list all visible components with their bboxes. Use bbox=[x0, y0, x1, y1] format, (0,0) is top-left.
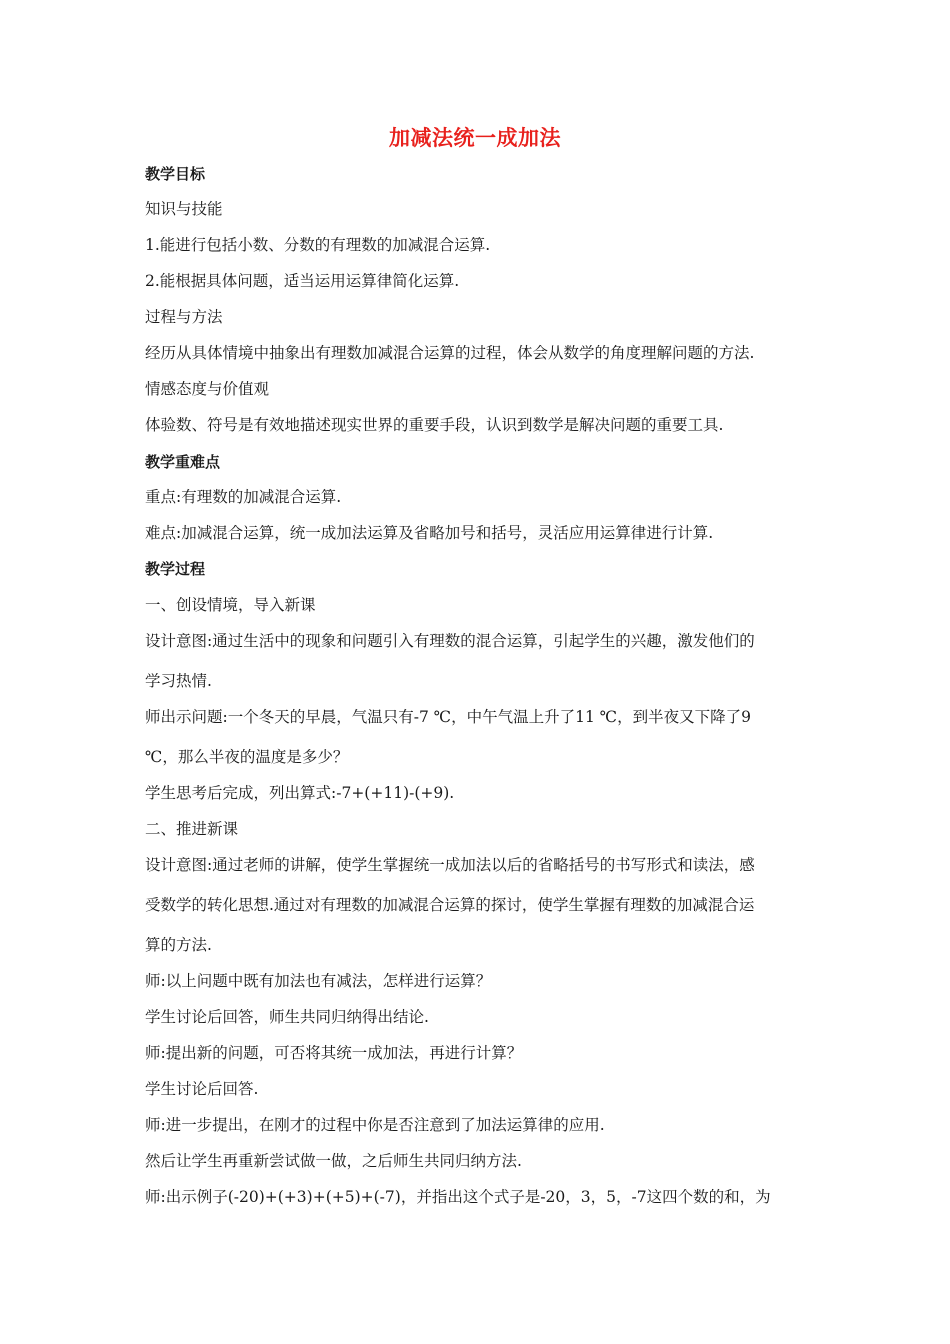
step1-student: 学生思考后完成，列出算式:-7+(+11)-(+9). bbox=[145, 784, 455, 802]
knowledge-item-2: 2.能根据具体问题，适当运用运算律简化运算. bbox=[145, 272, 460, 290]
knowledge-item-1: 1.能进行包括小数、分数的有理数的加减混合运算. bbox=[145, 236, 491, 254]
teacher-line-2: 师:提出新的问题，可否将其统一成加法，再进行计算？ bbox=[145, 1044, 523, 1062]
teacher-line-3: 师:进一步提出，在刚才的过程中你是否注意到了加法运算律的应用. bbox=[145, 1116, 605, 1134]
process-text: 经历从具体情境中抽象出有理数加减混合运算的过程，体会从数学的角度理解问题的方法. bbox=[145, 344, 755, 362]
step2-intent-line-3: 算的方法. bbox=[145, 936, 212, 954]
teaching-process-heading: 教学过程 bbox=[145, 560, 206, 578]
step1-question-line-2: ℃，那么半夜的温度是多少？ bbox=[145, 748, 349, 766]
student-line-1: 学生讨论后回答，师生共同归纳得出结论. bbox=[145, 1008, 429, 1026]
student-line-2: 学生讨论后回答. bbox=[145, 1080, 259, 1098]
step2-intent-line-1: 设计意图:通过老师的讲解，使学生掌握统一成加法以后的省略括号的书写形式和读法，感 bbox=[145, 856, 755, 874]
teacher-line-1: 师:以上问题中既有加法也有减法，怎样进行运算？ bbox=[145, 972, 492, 990]
goals-heading: 教学目标 bbox=[145, 165, 206, 183]
keypoints-heading: 教学重难点 bbox=[145, 453, 221, 471]
emotion-heading: 情感态度与价值观 bbox=[145, 380, 270, 398]
step2-heading: 二、推进新课 bbox=[145, 820, 239, 838]
step1-heading: 一、创设情境，导入新课 bbox=[145, 596, 316, 614]
step1-intent-line-1: 设计意图:通过生活中的现象和问题引入有理数的混合运算，引起学生的兴趣，激发他们的 bbox=[145, 632, 755, 650]
step1-question-line-1: 师出示问题:一个冬天的早晨，气温只有-7 ℃，中午气温上升了11 ℃，到半夜又下降了9 bbox=[145, 708, 751, 726]
key-point: 重点:有理数的加减混合运算. bbox=[145, 488, 342, 506]
difficult-point: 难点:加减混合运算，统一成加法运算及省略加号和括号，灵活应用运算律进行计算. bbox=[145, 524, 714, 542]
student-line-3: 然后让学生再重新尝试做一做，之后师生共同归纳方法. bbox=[145, 1152, 522, 1170]
process-heading: 过程与方法 bbox=[145, 308, 223, 326]
knowledge-heading: 知识与技能 bbox=[145, 200, 223, 218]
emotion-text: 体验数、符号是有效地描述现实世界的重要手段，认识到数学是解决问题的重要工具. bbox=[145, 416, 724, 434]
document-title: 加减法统一成加法 bbox=[389, 125, 561, 150]
step1-intent-line-2: 学习热情. bbox=[145, 672, 212, 690]
teacher-line-4: 师:出示例子(-20)+(+3)+(+5)+(-7)，并指出这个式子是-20，3，5，-7这四个数的和，为 bbox=[145, 1188, 771, 1206]
step2-intent-line-2: 受数学的转化思想.通过对有理数的加减混合运算的探讨，使学生掌握有理数的加减混合运 bbox=[145, 896, 755, 914]
